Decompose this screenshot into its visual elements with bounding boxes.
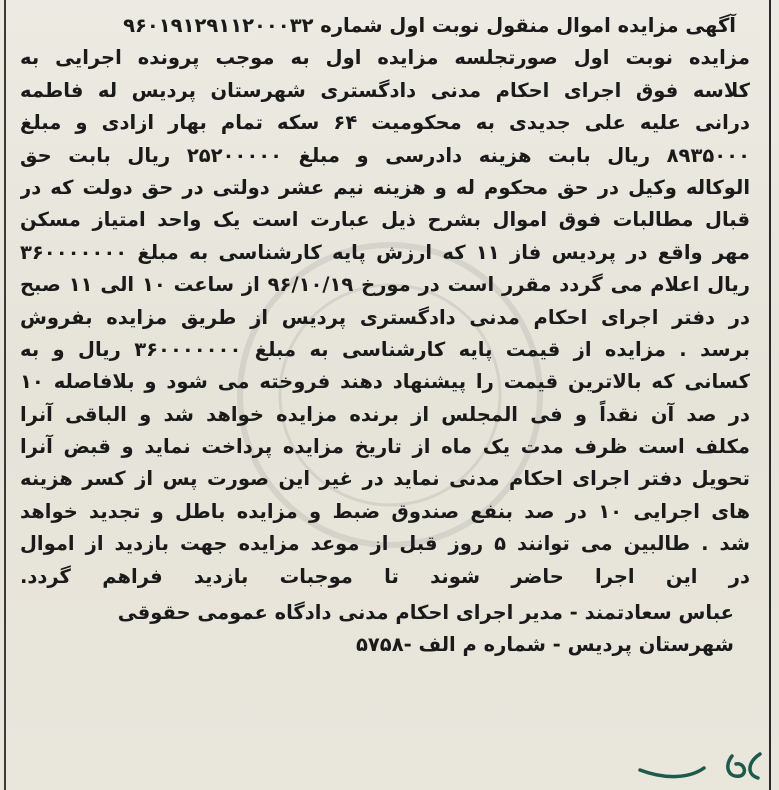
notice-line: قبال مطالبات فوق اموال بشرح ذیل عبارت است یک واحد امتیاز مسکن — [20, 208, 750, 232]
notice-line: مهر واقع در پردیس فاز ۱۱ که ارزش پایه کارشناسی به مبلغ ۳۶۰۰۰۰۰۰۰ — [20, 240, 750, 264]
notice-line: تحویل دفتر اجرای احکام مدنی نماید در غیر این صورت پس از کسر هزینه — [20, 467, 750, 491]
notice-title: آگهی مزایده اموال منقول نوبت اول شماره ۹۶۰۱۹۱۲۹۱۱۲۰۰۰۳۲ — [123, 14, 736, 37]
notice-line: شد . طالبین می توانند ۵ روز قبل از موعد مزایده جهت بازدید از اموال — [20, 532, 750, 556]
notice-line: الوکاله وکیل در حق محکوم له و هزینه نیم عشر دولتی در حق دولت که در — [20, 175, 750, 199]
notice-line: کلاسه فوق اجرای احکام مدنی دادگستری شهرستان پردیس له فاطمه — [20, 78, 750, 102]
signature-line: شهرستان پردیس - شماره م الف -۵۷۵۸ — [356, 633, 734, 657]
notice-line: های اجرایی ۱۰ در صد بنفع صندوق ضبط و مزایده باطل و تجدید خواهد — [20, 499, 750, 523]
notice-line: درانی علیه علی جدیدی به محکومیت ۶۴ سکه تمام بهار ازادی و مبلغ — [20, 111, 750, 135]
notice-line: در صد آن نقداً و فی المجلس از برنده مزایده خواهد شد و الباقی آنرا — [20, 402, 750, 426]
notice-line: در دفتر اجرای احکام مدنی دادگستری پردیس از طریق مزایده بفروش — [20, 305, 750, 329]
auction-notice — [20, 10, 750, 662]
notice-line: ریال اعلام می گردد مقرر است در مورخ ۹۶/۱۰/۱۹ از ساعت ۱۰ الی ۱۱ صبح — [20, 273, 750, 297]
notice-line: مکلف است ظرف مدت یک ماه از تاریخ مزایده پرداخت نماید و قبض آنرا — [20, 435, 750, 459]
signature-line: عباس سعادتمند - مدیر اجرای احکام مدنی دادگاه عمومی حقوقی — [117, 601, 734, 625]
notice-line: ۸۹۳۵۰۰۰ ریال بابت هزینه دادرسی و مبلغ ۲۵۲۰۰۰۰۰ ریال بابت حق — [20, 143, 750, 167]
notice-body — [20, 42, 750, 593]
notice-line: برسد . مزایده از قیمت پایه کارشناسی به مبلغ ۳۶۰۰۰۰۰۰۰ ریال و به — [20, 337, 750, 361]
notice-line: در این اجرا حاضر شوند تا موجبات بازدید فراهم گردد. — [20, 564, 750, 588]
right-border — [769, 0, 771, 790]
handwritten-mark — [620, 748, 770, 788]
left-border — [4, 0, 6, 790]
notice-signature — [20, 597, 750, 662]
notice-line: مزایده نوبت اول صورتجلسه مزایده اول به موجب پرونده اجرایی به — [20, 46, 750, 70]
notice-line: کسانی که بالاترین قیمت را پیشنهاد دهند فروخته می شود و بلافاصله ۱۰ — [20, 370, 750, 394]
